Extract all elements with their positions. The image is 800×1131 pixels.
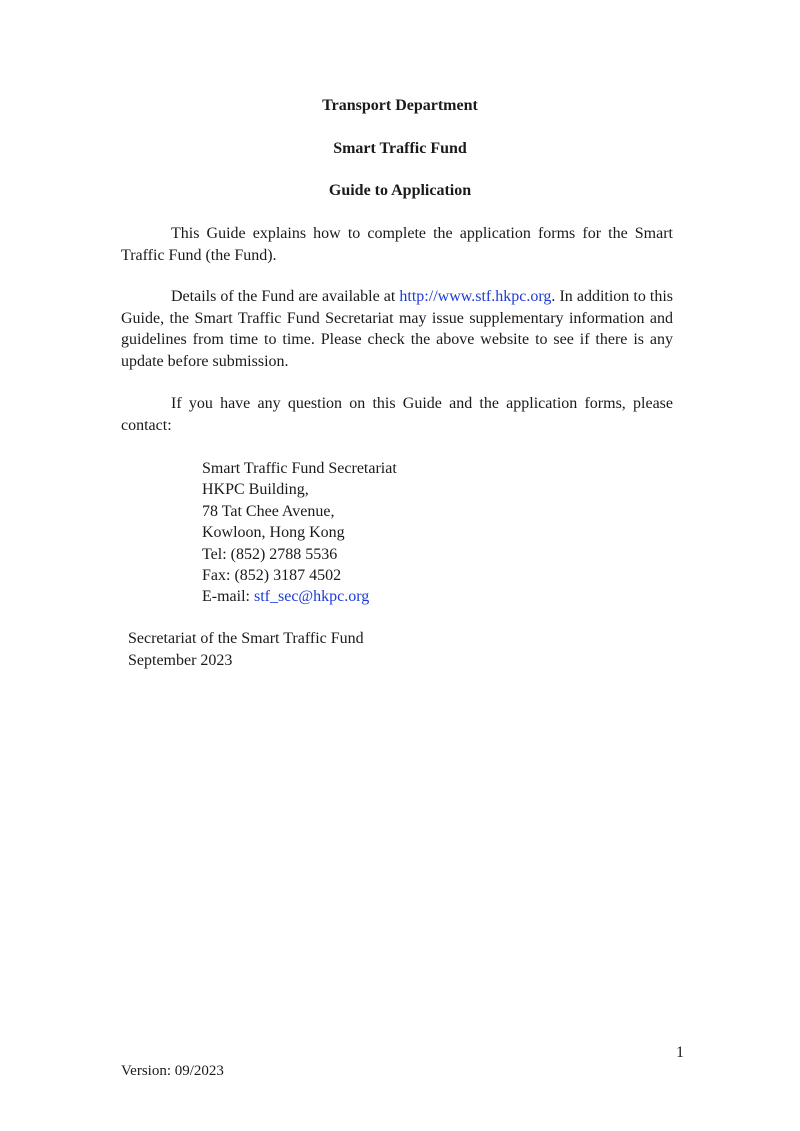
details-prefix: Details of the Fund are available at (171, 288, 400, 305)
contact-fax: Fax: (852) 3187 4502 (202, 567, 342, 585)
fund-website-link[interactable]: http://www.stf.hkpc.org (399, 288, 552, 305)
details-suffix: . In addition to this Guide, the Smart Traffic Fund Secretariat may issue supplementary information and guidelines from time to time. Please check the above website to see if there is any update before submission. (121, 288, 674, 370)
question-paragraph: If you have any question on this Guide and the application forms, please contact: (121, 395, 673, 434)
contact-building: HKPC Building, (202, 481, 309, 499)
fund-heading: Smart Traffic Fund (333, 140, 467, 157)
email-label: E-mail: (202, 588, 254, 606)
email-link[interactable]: stf_sec@hkpc.org (253, 588, 370, 606)
signoff-block (128, 628, 364, 671)
department-heading: Transport Department (322, 97, 478, 114)
contact-block (202, 458, 397, 608)
signoff-date: September 2023 (128, 651, 233, 669)
signoff-organization: Secretariat of the Smart Traffic Fund (128, 630, 364, 647)
contact-name: Smart Traffic Fund Secretariat (202, 460, 397, 477)
intro-paragraph: This Guide explains how to complete the application forms for the Smart Traffic Fund (the Fund). (121, 225, 673, 264)
contact-street: 78 Tat Chee Avenue, (202, 502, 335, 520)
details-paragraph (121, 286, 673, 372)
version-label: Version: 09/2023 (121, 1063, 224, 1079)
guide-title: Guide to Application (328, 182, 472, 199)
page-number: 1 (676, 1044, 684, 1061)
contact-tel: Tel: (852) 2788 5536 (202, 545, 338, 563)
contact-email-line (202, 586, 397, 607)
contact-city: Kowloon, Hong Kong (202, 524, 345, 542)
